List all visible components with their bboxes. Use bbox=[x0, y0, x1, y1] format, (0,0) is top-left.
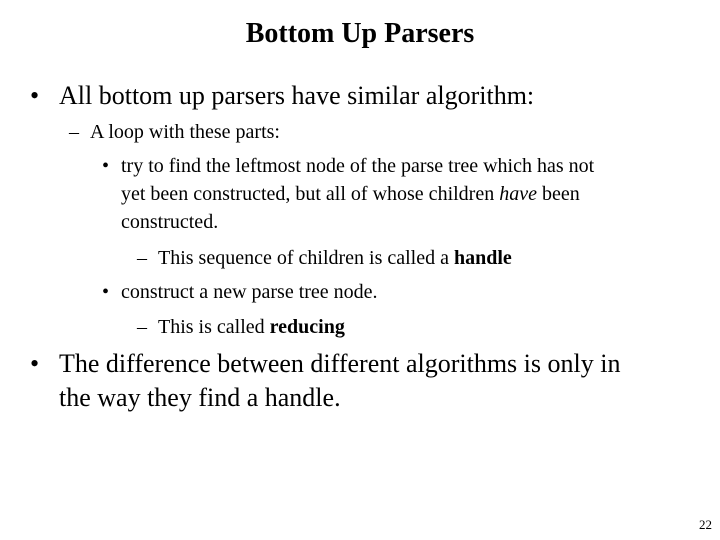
note-text bbox=[158, 315, 345, 339]
note-text-plain: This is called bbox=[158, 316, 270, 338]
sub-sub-bullet-line: construct a new parse tree node. bbox=[121, 281, 378, 303]
bullet-text: All bottom up parsers have similar algorithm: bbox=[59, 81, 535, 110]
page-number: 22 bbox=[699, 517, 712, 532]
note-text-plain: This sequence of children is called a bbox=[158, 247, 454, 269]
sub-sub-bullet-line: constructed. bbox=[121, 211, 219, 233]
sub-sub-bullet-text: yet been constructed, but all of whose children bbox=[121, 183, 500, 205]
bullet-text: the way they find a handle. bbox=[59, 383, 341, 412]
note-marker: – bbox=[137, 316, 147, 338]
term-reducing: reducing bbox=[269, 316, 345, 338]
sub-bullet-marker: – bbox=[69, 121, 79, 143]
note-marker: – bbox=[137, 247, 147, 269]
sub-sub-bullet-marker: • bbox=[102, 281, 110, 303]
bullet-text: The difference between different algorithms is only in bbox=[59, 349, 621, 378]
term-handle: handle bbox=[454, 247, 512, 269]
slide-title: Bottom Up Parsers bbox=[245, 18, 475, 49]
sub-sub-bullet-line: try to find the leftmost node of the parse tree which has not bbox=[121, 155, 595, 177]
bullet-marker: • bbox=[30, 349, 40, 378]
sub-bullet-text: A loop with these parts: bbox=[90, 121, 280, 143]
sub-sub-bullet-marker: • bbox=[102, 155, 110, 177]
bullet-marker: • bbox=[30, 81, 40, 110]
emphasis-text: have bbox=[499, 183, 537, 205]
note-text bbox=[158, 246, 512, 270]
sub-sub-bullet-text: been bbox=[536, 183, 580, 205]
sub-sub-bullet-line bbox=[121, 182, 580, 206]
